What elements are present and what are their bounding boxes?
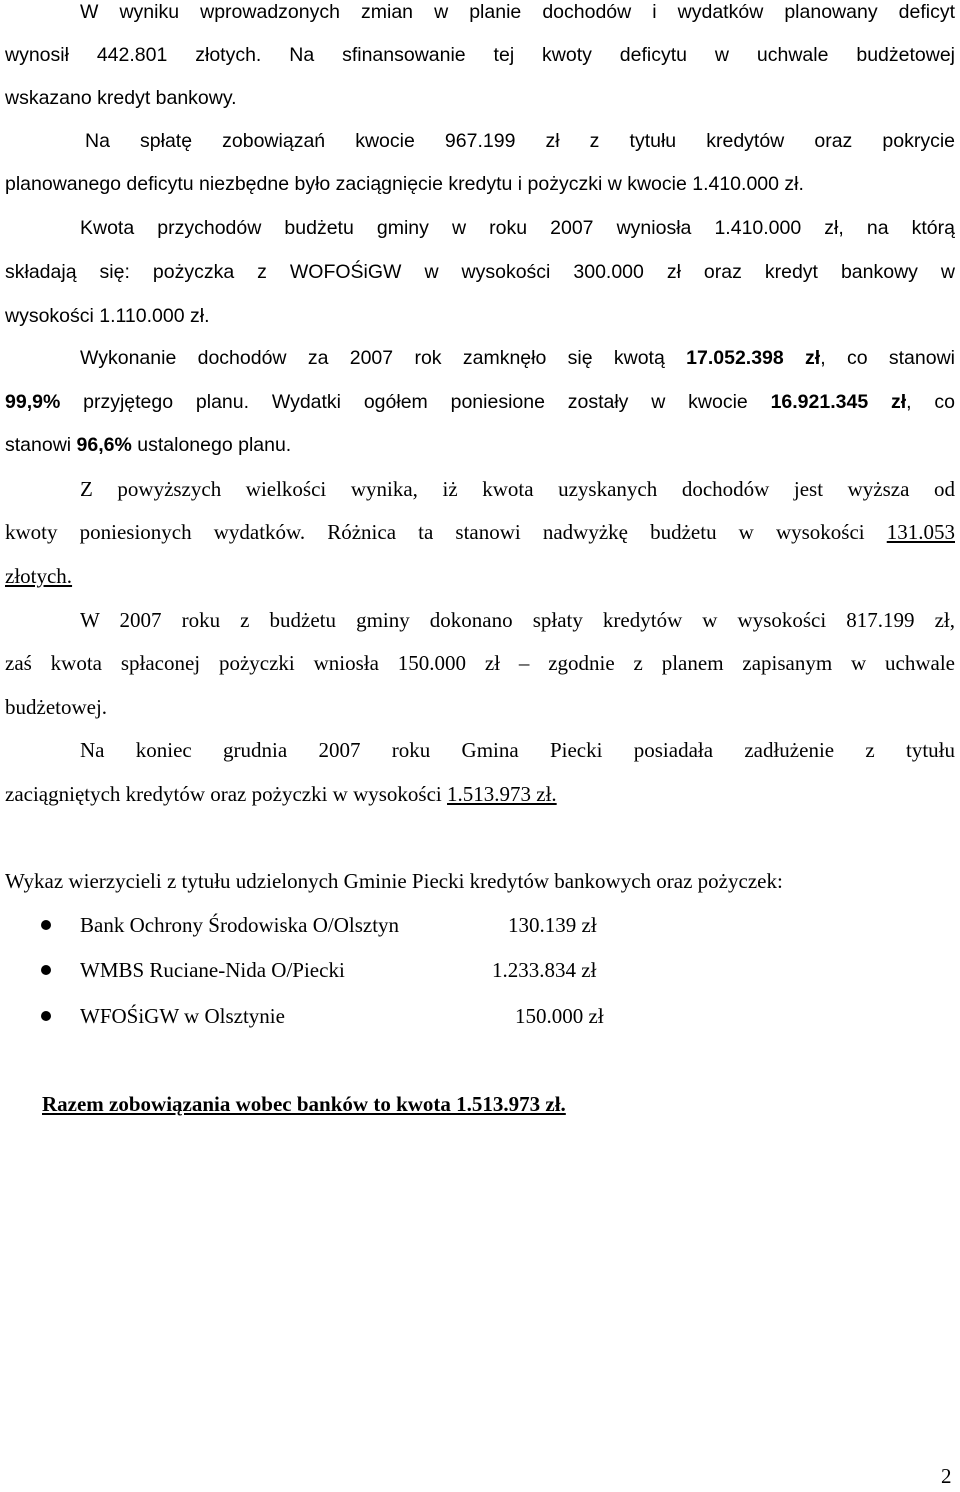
paragraph-5-line-3 bbox=[5, 561, 955, 591]
expenses-percent-post: ustalonego planu. bbox=[131, 434, 292, 456]
bullet-icon bbox=[41, 920, 51, 930]
paragraph-4-line-1 bbox=[80, 343, 955, 373]
execution-text-end: , co stanowi bbox=[820, 347, 956, 369]
paragraph-1-line-2: wynosił 442.801 złotych. Na sfinansowanie tej kwoty deficytu w uchwale budżetowej bbox=[5, 44, 955, 66]
bullet-icon bbox=[41, 965, 51, 975]
creditor-name: WMBS Ruciane-Nida O/Piecki bbox=[80, 958, 345, 982]
paragraph-1-line-1: W wyniku wprowadzonych zmian w planie dochodów i wydatków planowany deficyt bbox=[80, 1, 955, 23]
creditor-amount: 130.139 zł bbox=[508, 913, 597, 937]
summary bbox=[42, 1089, 942, 1119]
paragraph-2-line-1: Na spłatę zobowiązań kwocie 967.199 zł z tytułu kredytów oraz pokrycie bbox=[85, 130, 955, 152]
paragraph-6-line-1: W 2007 roku z budżetu gminy dokonano spłaty kredytów w wysokości 817.199 zł, bbox=[80, 608, 955, 632]
page-number: 2 bbox=[941, 1464, 952, 1488]
debt-text: zaciągniętych kredytów oraz pożyczki w wysokości bbox=[5, 782, 448, 806]
expenses-percent: 96,6% bbox=[76, 434, 132, 456]
bullet-icon bbox=[41, 1011, 51, 1021]
surplus-text: kwoty poniesionych wydatków. Różnica ta stanowi nadwyżkę budżetu w wysokości bbox=[5, 520, 887, 544]
creditor-name: WFOŚiGW w Olsztynie bbox=[80, 1004, 285, 1028]
surplus-amount: 131.053 bbox=[886, 520, 955, 544]
creditor-amount: 150.000 zł bbox=[515, 1004, 604, 1028]
paragraph-3-line-1: Kwota przychodów budżetu gminy w roku 2007 wyniosła 1.410.000 zł, na którą bbox=[80, 217, 955, 239]
paragraph-6-line-2: zaś kwota spłaconej pożyczki wniosła 150.000 zł – zgodnie z planem zapisanym w uchwale bbox=[5, 651, 955, 675]
paragraph-1-line-3: wskazano kredyt bankowy. bbox=[5, 87, 237, 109]
creditor-name: Bank Ochrony Środowiska O/Olsztyn bbox=[80, 913, 400, 937]
paragraph-3-line-3: wysokości 1.110.000 zł. bbox=[5, 305, 210, 327]
expenses-text-end: , co bbox=[906, 391, 956, 413]
income-total: 17.052.398 zł bbox=[686, 347, 821, 369]
surplus-unit: złotych. bbox=[5, 564, 73, 588]
paragraph-2-line-2: planowanego deficytu niezbędne było zaciągnięcie kredytu i pożyczki w kwocie 1.410.000 zł. bbox=[5, 173, 804, 195]
income-percent: 99,9% bbox=[5, 391, 61, 413]
expenses-percent-pre: stanowi bbox=[5, 434, 77, 456]
execution-text: Wykonanie dochodów za 2007 rok zamknęło się kwotą bbox=[80, 347, 687, 369]
expenses-text: przyjętego planu. Wydatki ogółem poniesione zostały w kwocie bbox=[60, 391, 771, 413]
paragraph-5-line-1: Z powyższych wielkości wynika, iż kwota uzyskanych dochodów jest wyższa od bbox=[80, 477, 955, 501]
summary-text: Razem zobowiązania wobec banków to kwota 1.513.973 zł. bbox=[42, 1092, 566, 1116]
paragraph-7-line-1: Na koniec grudnia 2007 roku Gmina Piecki posiadała zadłużenie z tytułu bbox=[80, 738, 955, 762]
paragraph-7-line-2 bbox=[5, 779, 955, 809]
creditor-amount: 1.233.834 zł bbox=[492, 958, 597, 982]
paragraph-3-line-2: składają się: pożyczka z WOFOŚiGW w wysokości 300.000 zł oraz kredyt bankowy w bbox=[5, 261, 955, 283]
paragraph-6-line-3: budżetowej. bbox=[5, 695, 108, 719]
debt-amount: 1.513.973 zł. bbox=[447, 782, 557, 806]
paragraph-4-line-3 bbox=[5, 430, 955, 460]
paragraph-4-line-2 bbox=[5, 387, 955, 417]
paragraph-5-line-2 bbox=[5, 517, 955, 547]
creditors-heading: Wykaz wierzycieli z tytułu udzielonych Gminie Piecki kredytów bankowych oraz pożyczek: bbox=[5, 869, 783, 893]
expenses-total: 16.921.345 zł bbox=[770, 391, 907, 413]
